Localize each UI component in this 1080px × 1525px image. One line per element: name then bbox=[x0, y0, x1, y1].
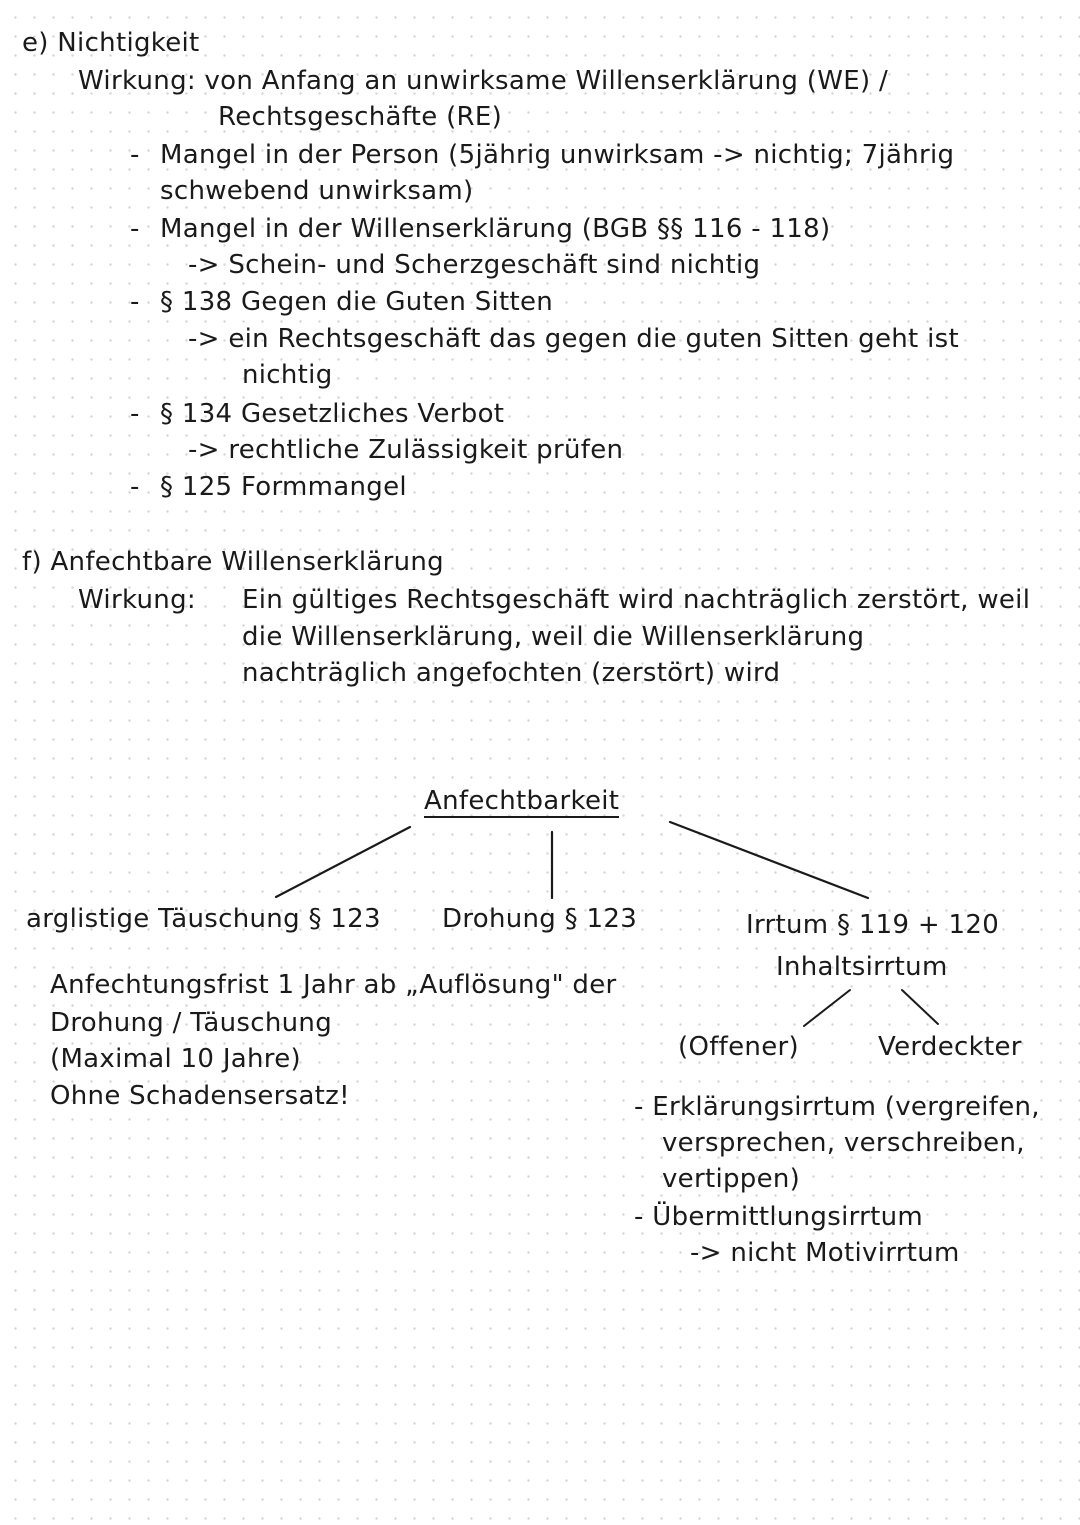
item2-sub: -> Schein- und Scherzgeschäft sind nichtig bbox=[188, 250, 761, 280]
section-f-heading: f) Anfechtbare Willenserklärung bbox=[22, 547, 444, 577]
item1-line1: Mangel in der Person (5jährig unwirksam -> nichtig; 7jährig bbox=[160, 140, 955, 170]
frist-line1: Anfechtungsfrist 1 Jahr ab „Auflösung" der bbox=[50, 970, 617, 1000]
item5: § 125 Formmangel bbox=[160, 472, 407, 502]
frist-line3: (Maximal 10 Jahre) bbox=[50, 1044, 301, 1074]
frist-line4: Ohne Schadensersatz! bbox=[50, 1081, 350, 1111]
branch-drohung: Drohung § 123 bbox=[442, 904, 638, 934]
irrtum-item1-line1: - Erklärungsirrtum (vergreifen, bbox=[634, 1092, 1040, 1122]
item1-line2: schwebend unwirksam) bbox=[160, 176, 474, 206]
section-f-wirkung-line1: Ein gültiges Rechtsgeschäft wird nachträglich zerstört, weil bbox=[242, 585, 1031, 615]
bullet-dash: - bbox=[130, 140, 140, 170]
connector-offener bbox=[804, 990, 850, 1026]
bullet-dash: - bbox=[130, 287, 140, 317]
irrtum-item1-line3: vertippen) bbox=[662, 1164, 801, 1194]
frist-line2: Drohung / Täuschung bbox=[50, 1008, 333, 1038]
offener-label: (Offener) bbox=[678, 1032, 799, 1062]
irrtum-item2: - Übermittlungsirrtum bbox=[634, 1202, 924, 1232]
section-e-wirkung-line1: Wirkung: von Anfang an unwirksame Willenserklärung (WE) / bbox=[78, 66, 889, 96]
section-f-wirkung-line2: die Willenserklärung, weil die Willenserklärung bbox=[242, 622, 865, 652]
bullet-dash: - bbox=[130, 214, 140, 244]
item3: § 138 Gegen die Guten Sitten bbox=[160, 287, 554, 317]
section-f-wirkung-line3: nachträglich angefochten (zerstört) wird bbox=[242, 658, 781, 688]
connector-right bbox=[670, 822, 868, 898]
verdeckter-label: Verdeckter bbox=[878, 1032, 1022, 1062]
bullet-dash: - bbox=[130, 399, 140, 429]
branch-irrtum: Irrtum § 119 + 120 bbox=[746, 910, 1000, 940]
connector-left bbox=[276, 827, 410, 897]
connector-verdeckter bbox=[902, 990, 938, 1024]
diagram-root-anfechtbarkeit: Anfechtbarkeit bbox=[424, 786, 620, 816]
section-e-heading: e) Nichtigkeit bbox=[22, 28, 200, 58]
irrtum-item2-sub: -> nicht Motivirrtum bbox=[690, 1238, 960, 1268]
irrtum-item1-line2: versprechen, verschreiben, bbox=[662, 1128, 1025, 1158]
item3-sub1: -> ein Rechtsgeschäft das gegen die guten Sitten geht ist bbox=[188, 324, 959, 354]
section-f-wirkung-label: Wirkung: bbox=[78, 585, 196, 615]
item3-sub2: nichtig bbox=[242, 360, 333, 390]
inhaltsirrtum-label: Inhaltsirrtum bbox=[776, 952, 948, 982]
item4: § 134 Gesetzliches Verbot bbox=[160, 399, 505, 429]
item4-sub: -> rechtliche Zulässigkeit prüfen bbox=[188, 435, 624, 465]
bullet-dash: - bbox=[130, 472, 140, 502]
item2-line1: Mangel in der Willenserklärung (BGB §§ 116 - 118) bbox=[160, 214, 831, 244]
section-e-wirkung-line2: Rechtsgeschäfte (RE) bbox=[218, 102, 503, 132]
branch-arglistige-taeuschung: arglistige Täuschung § 123 bbox=[26, 904, 381, 934]
